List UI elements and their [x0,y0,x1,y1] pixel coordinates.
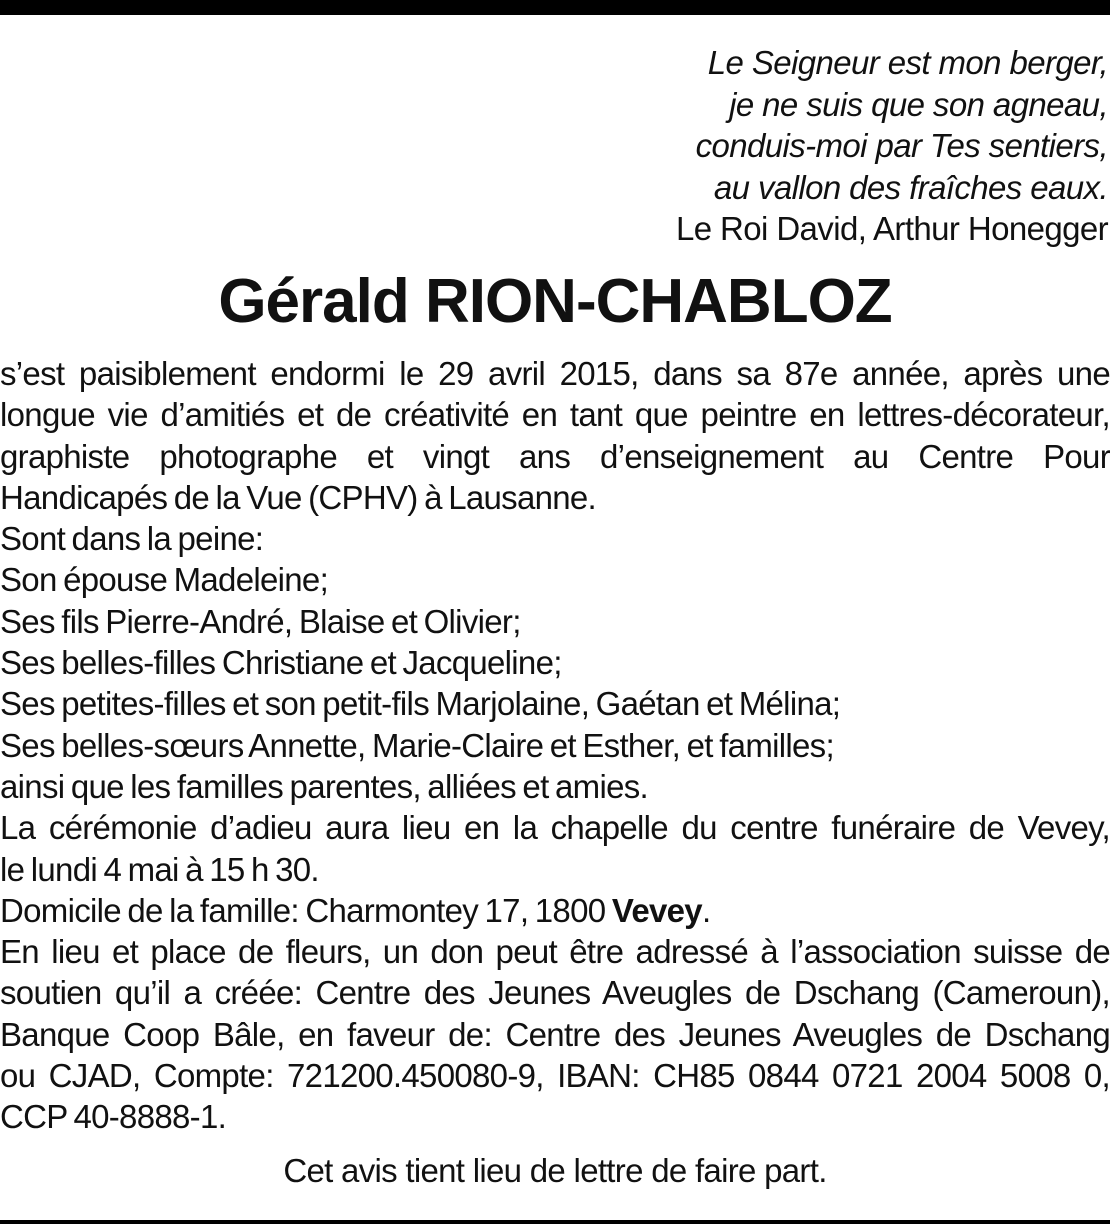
ceremony-line: La cérémonie d’adieu aura lieu en la chapelle du centre funéraire de Vevey, [0,809,1110,847]
deceased-name: Gérald RION-CHABLOZ [218,267,892,336]
mourner-line: ainsi que les familles parentes, alliées et amies. [0,767,649,805]
top-rule [0,0,1110,15]
epigraph-quote [408,42,1108,250]
quote-verse: Le Seigneur est mon berger, [707,44,1108,81]
bottom-rule [0,1220,1110,1224]
announcement-line: graphiste photographe et vingt ans d’enseignement au Centre Pour [0,437,1110,475]
mourners-intro: Sont dans la peine: [0,520,264,558]
donation-line: soutien qu’il a créée: Centre des Jeunes Aveugles de Dschang (Cameroun), [0,974,1110,1012]
mourner-line: Ses fils Pierre-André, Blaise et Olivier; [0,602,521,640]
quote-attribution: Le Roi David, Arthur Honegger [675,210,1108,247]
mourner-line: Ses petites-filles et son petit-fils Marjolaine, Gaétan et Mélina; [0,685,841,723]
donation-line: Banque Coop Bâle, en faveur de: Centre des Jeunes Aveugles de Dschang [0,1015,1110,1053]
domicile-address: Domicile de la famille: Charmontey 17, 1800 [0,891,612,929]
announcement-line: longue vie d’amitiés et de créativité en tant que peintre en lettres-décorateur, [0,396,1110,434]
donation-line: ou CJAD, Compte: 721200.450080-9, IBAN: CH85 0844 0721 2004 5008 0, [0,1057,1110,1095]
closing-note: Cet avis tient lieu de lettre de faire part. [283,1152,827,1189]
quote-verse: je ne suis que son agneau, [729,85,1108,123]
domicile-city: Vevey [611,891,702,929]
mourner-line: Ses belles-filles Christiane et Jacqueline; [0,644,562,682]
quote-verse: conduis-moi par Tes sentiers, [695,127,1108,164]
domicile-line [0,890,1110,931]
mourner-line: Son épouse Madeleine; [0,561,329,599]
obituary-body [0,353,1110,1138]
quote-verse: au vallon des fraîches eaux. [713,168,1108,206]
donation-line: En lieu et place de fleurs, un don peut être adressé à l’association suisse de [0,933,1110,971]
donation-line: CCP 40-8888-1. [0,1098,227,1136]
announcement-line: Handicapés de la Vue (CPHV) à Lausanne. [0,478,597,516]
mourner-line: Ses belles-sœurs Annette, Marie-Claire et Esther, et familles; [0,726,834,764]
domicile-suffix: . [701,891,711,929]
ceremony-line: le lundi 4 mai à 15 h 30. [0,850,319,888]
announcement-line: s’est paisiblement endormi le 29 avril 2015, dans sa 87e année, après une [0,355,1110,392]
